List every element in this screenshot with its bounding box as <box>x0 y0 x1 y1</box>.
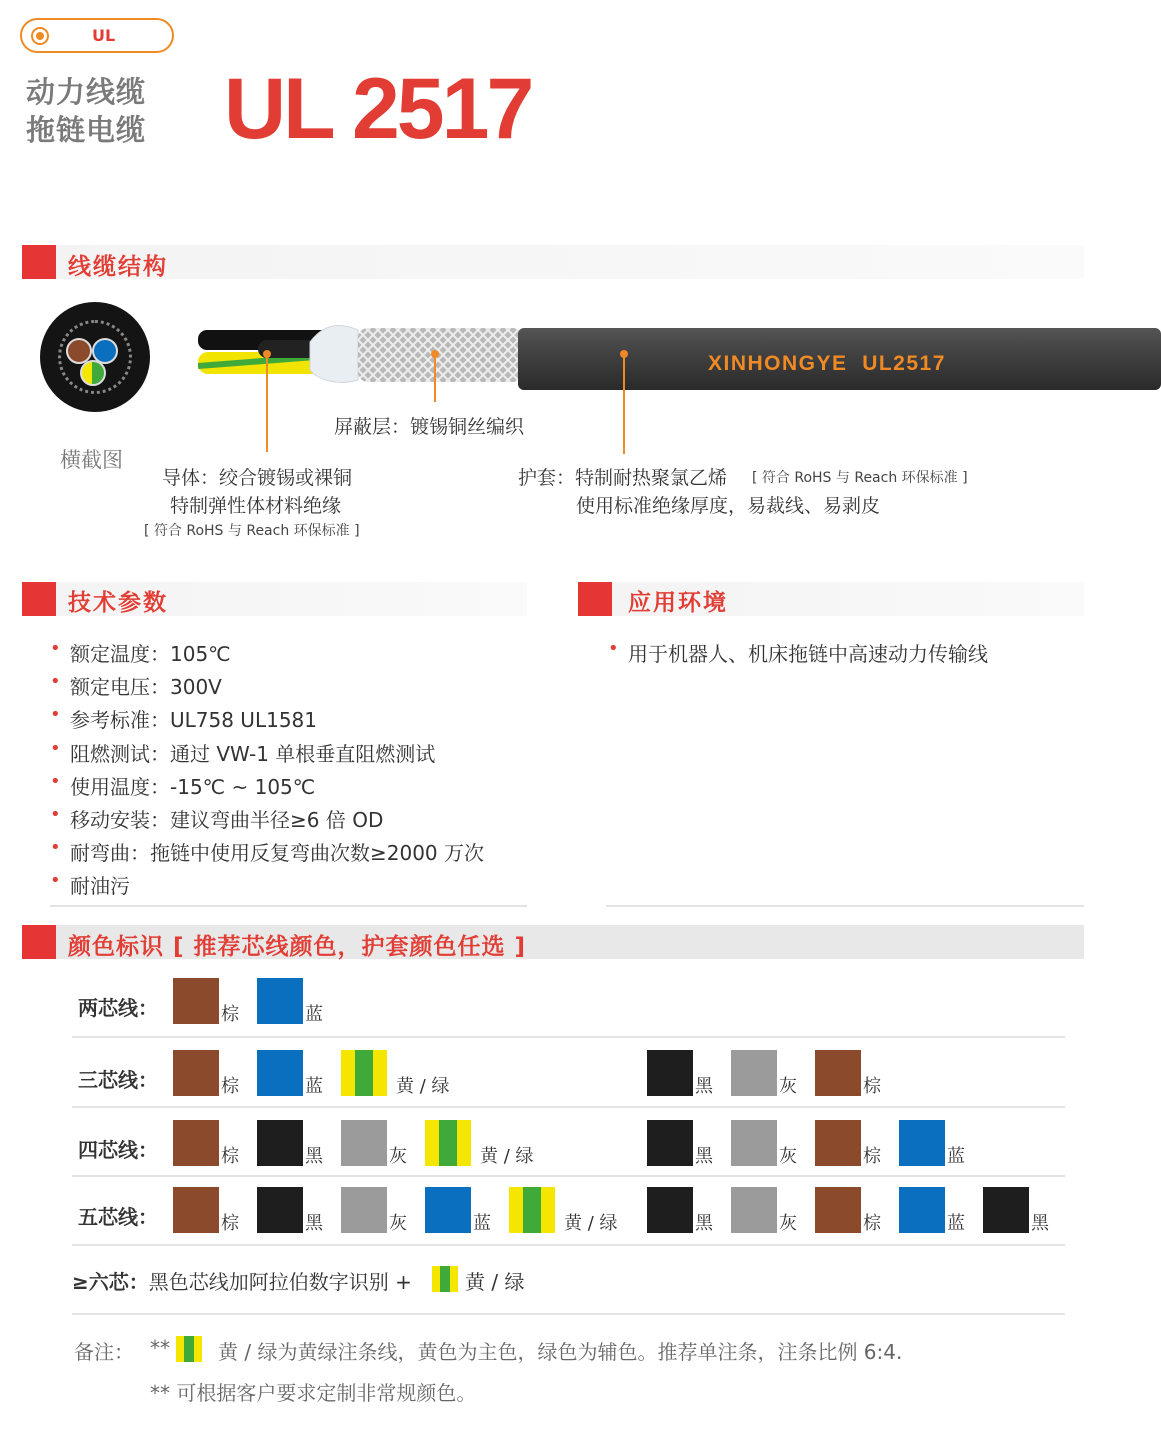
color-swatch-label: 蓝 <box>305 1004 323 1025</box>
section-title-colors: 颜色标识 [ 推荐芯线颜色，护套颜色任选 ] <box>68 934 527 960</box>
color-swatch-brown <box>173 1050 219 1096</box>
color-swatch-gray <box>731 1187 777 1233</box>
color-swatch-label: 黄 / 绿 <box>396 1076 450 1097</box>
section-marker-icon <box>22 245 56 279</box>
color-swatch-brown <box>173 1187 219 1233</box>
six-core-suffix: 黄 / 绿 <box>465 1270 525 1294</box>
section-bar-structure <box>22 245 1084 279</box>
conductor-annotation-1: 导体：绞合镀锡或裸铜 <box>162 467 353 489</box>
color-swatch-black <box>257 1187 303 1233</box>
cross-section-label: 横截图 <box>60 448 123 472</box>
color-swatch-label: 蓝 <box>305 1076 323 1097</box>
jacket-annotation-2: 使用标准绝缘厚度，易裁线、易剥皮 <box>576 495 881 517</box>
color-swatch-label: 棕 <box>221 1004 239 1025</box>
color-swatch-brown <box>815 1120 861 1166</box>
param-item: • 移动安装：建议弯曲半径≥6 倍 OD <box>50 804 484 837</box>
color-swatch-label: 黑 <box>305 1146 323 1167</box>
subtitle-line1: 动力线缆 <box>26 75 147 109</box>
color-swatch-black <box>647 1120 693 1166</box>
param-item: • 耐油污 <box>50 870 484 903</box>
color-swatch-blue <box>425 1187 471 1233</box>
color-swatch-yellow-green <box>341 1050 387 1096</box>
color-swatch-blue <box>899 1187 945 1233</box>
conductor-annotation-2: 特制弹性体材料绝缘 <box>170 495 342 517</box>
color-swatch-brown <box>173 978 219 1024</box>
yellow-green-swatch <box>176 1336 202 1362</box>
section-marker-icon <box>22 582 56 616</box>
shield-leader-line <box>434 354 436 402</box>
color-swatch-label: 灰 <box>389 1146 407 1167</box>
color-swatch-black <box>257 1120 303 1166</box>
color-swatch-brown <box>815 1050 861 1096</box>
color-row-label: 三芯线： <box>78 1068 158 1092</box>
color-swatch-blue <box>257 1050 303 1096</box>
color-swatch-label: 棕 <box>863 1146 881 1167</box>
color-swatch-black <box>647 1050 693 1096</box>
color-swatch-blue <box>899 1120 945 1166</box>
section-title-structure: 线缆结构 <box>68 254 168 280</box>
note-label: 备注： <box>74 1340 134 1364</box>
color-swatch-gray <box>341 1187 387 1233</box>
color-swatch-label: 棕 <box>221 1146 239 1167</box>
color-swatch-brown <box>815 1187 861 1233</box>
note-marker: ** <box>150 1336 170 1360</box>
jacket-leader-line <box>623 354 625 454</box>
color-swatch-label: 蓝 <box>947 1146 965 1167</box>
color-row-label: 四芯线： <box>78 1138 158 1162</box>
param-item: • 参考标准：UL758 UL1581 <box>50 704 484 737</box>
color-row-label: 两芯线： <box>78 996 158 1020</box>
badge-text: UL <box>92 26 116 45</box>
jacket-annotation-note: [ 符合 RoHS 与 Reach 环保标准 ] <box>752 470 968 486</box>
color-swatch-label: 灰 <box>779 1146 797 1167</box>
cable-illustration <box>198 300 1161 396</box>
color-swatch-black <box>647 1187 693 1233</box>
yellow-green-swatch <box>432 1266 458 1292</box>
color-swatch-yellow-green <box>425 1120 471 1166</box>
param-item: • 使用温度：-15℃ ~ 105℃ <box>50 771 484 804</box>
color-swatch-label: 黄 / 绿 <box>564 1213 618 1234</box>
color-swatch-label: 蓝 <box>473 1213 491 1234</box>
jacket-annotation-1: 护套：特制耐热聚氯乙烯 <box>518 467 728 489</box>
param-item: • 额定温度：105℃ <box>50 638 484 671</box>
application-item: • 用于机器人、机床拖链中高速动力传输线 <box>608 638 988 667</box>
color-row-label: 五芯线： <box>78 1205 158 1229</box>
params-list <box>50 638 484 904</box>
color-swatch-gray <box>341 1120 387 1166</box>
color-swatch-gray <box>731 1050 777 1096</box>
color-swatch-label: 黑 <box>695 1146 713 1167</box>
color-swatch-label: 黑 <box>695 1213 713 1234</box>
color-swatch-label: 黑 <box>695 1076 713 1097</box>
note-line-1: 黄 / 绿为黄绿注条线，黄色为主色，绿色为辅色。推荐单注条，注条比例 6:4. <box>218 1340 903 1364</box>
jacket-leader-dot <box>620 350 628 358</box>
color-swatch-label: 蓝 <box>947 1213 965 1234</box>
color-swatch-label: 棕 <box>863 1076 881 1097</box>
ul-badge <box>20 18 174 53</box>
divider <box>72 1175 1065 1177</box>
color-swatch-blue <box>257 978 303 1024</box>
color-swatch-label: 黄 / 绿 <box>480 1146 534 1167</box>
color-swatch-label: 棕 <box>221 1076 239 1097</box>
color-swatch-brown <box>173 1120 219 1166</box>
color-swatch-label: 黑 <box>1031 1213 1049 1234</box>
cross-section-image <box>40 302 150 412</box>
color-swatch-label: 灰 <box>779 1213 797 1234</box>
color-swatch-label: 棕 <box>863 1213 881 1234</box>
divider <box>72 1036 1065 1038</box>
param-item: • 耐弯曲：拖链中使用反复弯曲次数≥2000 万次 <box>50 837 484 870</box>
color-swatch-gray <box>731 1120 777 1166</box>
six-core-text: 黑色芯线加阿拉伯数字识别 + <box>148 1270 412 1294</box>
color-swatch-label: 灰 <box>389 1213 407 1234</box>
section-title-params: 技术参数 <box>68 590 168 616</box>
color-swatch-label: 黑 <box>305 1213 323 1234</box>
note-line-2: ** 可根据客户要求定制非常规颜色。 <box>150 1381 477 1405</box>
shield-annotation: 屏蔽层：镀锡铜丝编织 <box>334 416 525 438</box>
param-item: • 阻燃测试：通过 VW-1 单根垂直阻燃测试 <box>50 738 484 771</box>
divider <box>72 1106 1065 1108</box>
section-marker-icon <box>22 925 56 959</box>
divider <box>50 905 527 907</box>
subtitle-line2: 拖链电缆 <box>26 113 147 147</box>
section-marker-icon <box>578 582 612 616</box>
six-core-prefix: ≥六芯： <box>72 1270 149 1294</box>
divider <box>72 1313 1065 1315</box>
param-item: • 额定电压：300V <box>50 671 484 704</box>
section-title-application: 应用环境 <box>628 590 728 616</box>
six-core-line <box>72 1266 412 1295</box>
color-swatch-label: 灰 <box>779 1076 797 1097</box>
divider <box>606 905 1084 907</box>
conductor-leader-line <box>266 354 268 452</box>
conductor-leader-dot <box>263 350 271 358</box>
divider <box>72 1244 1065 1246</box>
conductor-annotation-3: [ 符合 RoHS 与 Reach 环保标准 ] <box>144 523 360 539</box>
radio-dot-icon <box>31 27 49 45</box>
jacket-print-text: XINHONGYE UL2517 <box>708 352 946 375</box>
shield-leader-dot <box>431 350 439 358</box>
color-swatch-label: 棕 <box>221 1213 239 1234</box>
page-title: UL 2517 <box>224 61 532 157</box>
color-swatch-black <box>983 1187 1029 1233</box>
color-swatch-yellow-green <box>509 1187 555 1233</box>
